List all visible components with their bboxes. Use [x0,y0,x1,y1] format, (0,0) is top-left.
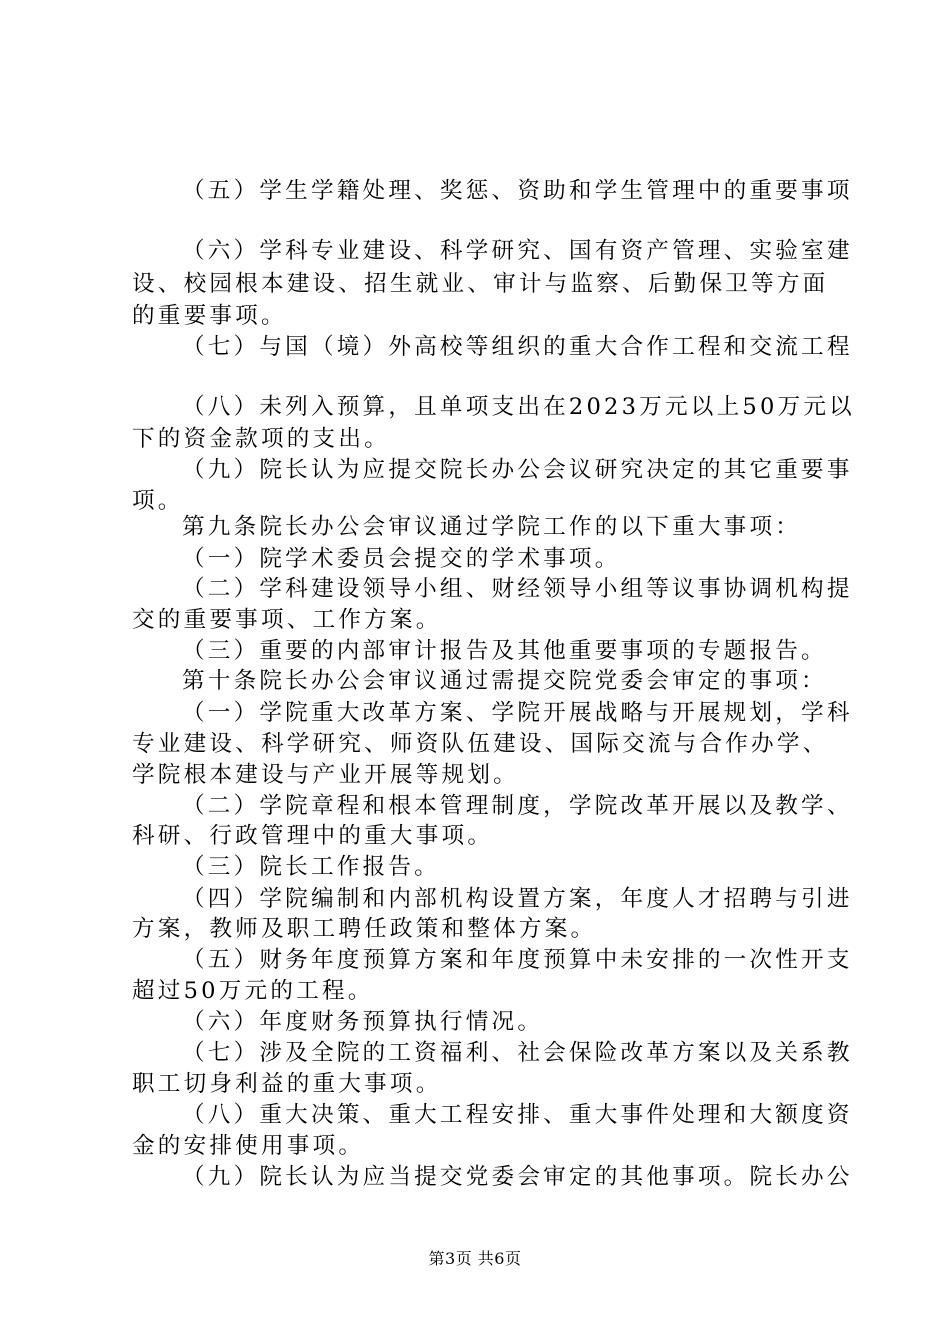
text-line: （八）重大决策、重大工程安排、重大事件处理和大额度资 [182,1102,853,1128]
text-line: 设、校园根本建设、招生就业、审计与监察、后勤保卫等方面 [132,271,829,297]
text-line: （一）学院重大改革方案、学院开展战略与开展规划，学科 [182,700,853,726]
text-line: （七）涉及全院的工资福利、社会保险改革方案以及关系教 [182,1040,853,1066]
text-line: 第九条院长办公会审议通过学院工作的以下重大事项： [182,514,802,540]
text-line: 职工切身利益的重大事项。 [132,1071,442,1097]
page-number-footer: 第3页 共6页 [428,1249,522,1268]
text-line: （六）学科专业建设、科学研究、国有资产管理、实验室建 [182,238,853,264]
text-line: （二）学院章程和根本管理制度，学院改革开展以及教学、 [182,793,853,819]
text-line: （六）年度财务预算执行情况。 [182,1009,544,1035]
text-line: （八）未列入预算，且单项支出在2023万元以上50万元以 [182,394,855,420]
text-line: 下的资金款项的支出。 [132,426,390,452]
text-line: （二）学科建设领导小组、财经领导小组等议事协调机构提 [182,576,853,602]
text-line: 金的安排使用事项。 [132,1133,365,1159]
text-line: 的重要事项。 [132,303,287,329]
text-line: 项。 [132,488,184,514]
text-line: （四）学院编制和内部机构设置方案，年度人才招聘与引进 [182,886,853,912]
text-line: （三）院长工作报告。 [182,854,440,880]
text-line: （一）院学术委员会提交的学术事项。 [182,546,621,572]
text-line: 超过50万元的工程。 [132,978,374,1004]
text-line: 第十条院长办公会审议通过需提交院党委会审定的事项： [182,668,827,694]
text-line: 交的重要事项、工作方案。 [132,607,442,633]
text-line: （七）与国（境）外高校等组织的重大合作工程和交流工程 [182,334,853,360]
text-line: 科研、行政管理中的重大事项。 [132,823,494,849]
text-line: 方案，教师及职工聘任政策和整体方案。 [132,916,597,942]
text-line: （三）重要的内部审计报告及其他重要事项的专题报告。 [182,638,827,664]
text-line: （九）院长认为应当提交党委会审定的其他事项。院长办公 [182,1164,853,1190]
text-line: 学院根本建设与产业开展等规划。 [132,762,519,788]
text-line: （五）学生学籍处理、奖惩、资助和学生管理中的重要事项 [182,178,853,204]
text-line: （五）财务年度预算方案和年度预算中未安排的一次性开支 [182,947,853,973]
text-line: 专业建设、科学研究、师资队伍建设、国际交流与合作办学、 [132,731,829,757]
text-line: （九）院长认为应提交院长办公会议研究决定的其它重要事 [182,457,853,483]
